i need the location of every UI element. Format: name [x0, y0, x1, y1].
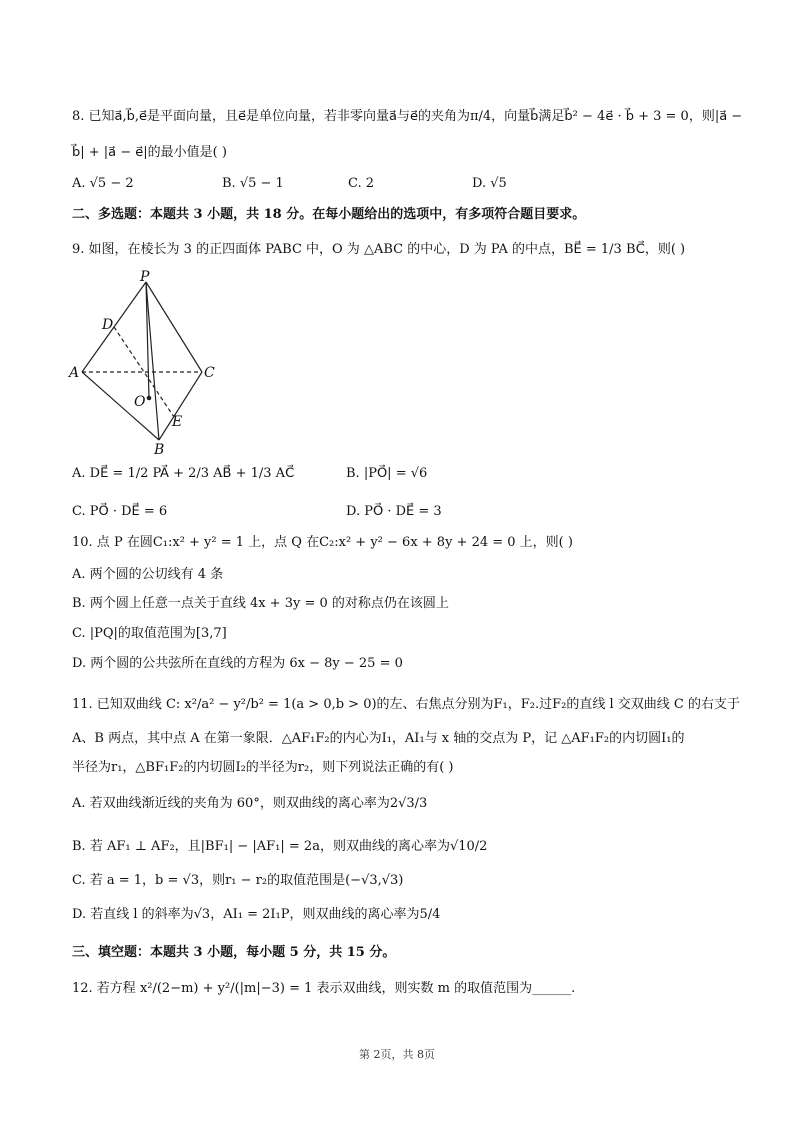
- q9-option-d: D. PO⃗ · DE⃗ = 3: [346, 504, 442, 519]
- point-o: [147, 396, 152, 401]
- q9-option-c: C. PO⃗ · DE⃗ = 6: [72, 504, 168, 519]
- q9-stem: 9. 如图，在棱长为 3 的正四面体 PABC 中，O 为 △ABC 的中心，D 为 PA 的中点，BE⃗ = 1/3 BC⃗，则( ): [72, 242, 686, 257]
- edge-pc: [146, 282, 202, 372]
- label-e: E: [172, 414, 183, 430]
- q10-option-a: A. 两个圆的公切线有 4 条: [72, 567, 224, 582]
- label-c: C: [204, 365, 215, 381]
- q8-stem-line2: b⃗| + |a⃗ − e⃗|的最小值是( ): [72, 145, 227, 160]
- q12-stem: 12. 若方程 x²/(2−m) + y²/(|m|−3) = 1 表示双曲线，则实数 m 的取值范围为______.: [72, 981, 576, 996]
- q8-option-d: D. √5: [472, 176, 507, 191]
- q8-option-c: C. 2: [348, 176, 375, 191]
- label-o: O: [134, 394, 146, 410]
- label-d: D: [102, 317, 114, 333]
- q11-stem-line1: 11. 已知双曲线 C: x²/a² − y²/b² = 1(a > 0,b > 0)的左、右焦点分别为F₁，F₂.过F₂的直线 l 交双曲线 C 的右支于: [72, 697, 741, 712]
- q8-stem-line1: 8. 已知a⃗,b⃗,e⃗是平面向量，且e⃗是单位向量，若非零向量a⃗与e⃗的夹角为π/4，向量b⃗满足b⃗² − 4e⃗ · b⃗ + 3 = 0，则|a⃗ −: [72, 109, 743, 124]
- section-fill-in-heading: 三、填空题：本题共 3 小题，每小题 5 分，共 15 分。: [72, 945, 396, 960]
- q8-option-a: A. √5 − 2: [72, 176, 134, 191]
- edge-ab: [82, 372, 159, 440]
- q11-option-b: B. 若 AF₁ ⊥ AF₂，且|BF₁| − |AF₁| = 2a，则双曲线的离心率为√10/2: [72, 839, 488, 854]
- q11-option-d: D. 若直线 l 的斜率为√3，AI₁ = 2I₁P，则双曲线的离心率为5/4: [72, 907, 441, 922]
- q10-stem: 10. 点 P 在圆C₁:x² + y² = 1 上，点 Q 在C₂:x² + y² − 6x + 8y + 24 = 0 上，则( ): [72, 535, 573, 550]
- label-a: A: [69, 365, 80, 381]
- section-multiple-choice-heading: 二、多选题：本题共 3 小题，共 18 分。在每小题给出的选项中，有多项符合题目要求。: [72, 207, 586, 222]
- q11-option-a: A. 若双曲线渐近线的夹角为 60°，则双曲线的离心率为2√3/3: [72, 796, 428, 811]
- q11-stem-line2: A、B 两点，其中点 A 在第一象限．△AF₁F₂的内心为I₁，AI₁与 x 轴的交点为 P，记 △AF₁F₂的内切圆I₁的: [72, 731, 685, 746]
- q11-stem-line3: 半径为r₁，△BF₁F₂的内切圆I₂的半径为r₂，则下列说法正确的有( ): [72, 760, 454, 775]
- label-b: B: [154, 442, 165, 458]
- q11-option-c: C. 若 a = 1，b = √3，则r₁ − r₂的取值范围是(−√3,√3): [72, 873, 404, 888]
- q9-option-b: B. |PO⃗| = √6: [346, 466, 428, 481]
- tetrahedron-figure: [64, 268, 234, 458]
- q9-option-a: A. DE⃗ = 1/2 PA⃗ + 2/3 AB⃗ + 1/3 AC⃗: [72, 466, 295, 481]
- q10-option-c: C. |PQ|的取值范围为[3,7]: [72, 626, 227, 641]
- q10-option-b: B. 两个圆上任意一点关于直线 4x + 3y = 0 的对称点仍在该圆上: [72, 596, 449, 611]
- q10-option-d: D. 两个圆的公共弦所在直线的方程为 6x − 8y − 25 = 0: [72, 656, 403, 671]
- label-p: P: [140, 269, 150, 285]
- page-footer: 第 2页，共 8页: [359, 1048, 435, 1061]
- q8-option-b: B. √5 − 1: [222, 176, 284, 191]
